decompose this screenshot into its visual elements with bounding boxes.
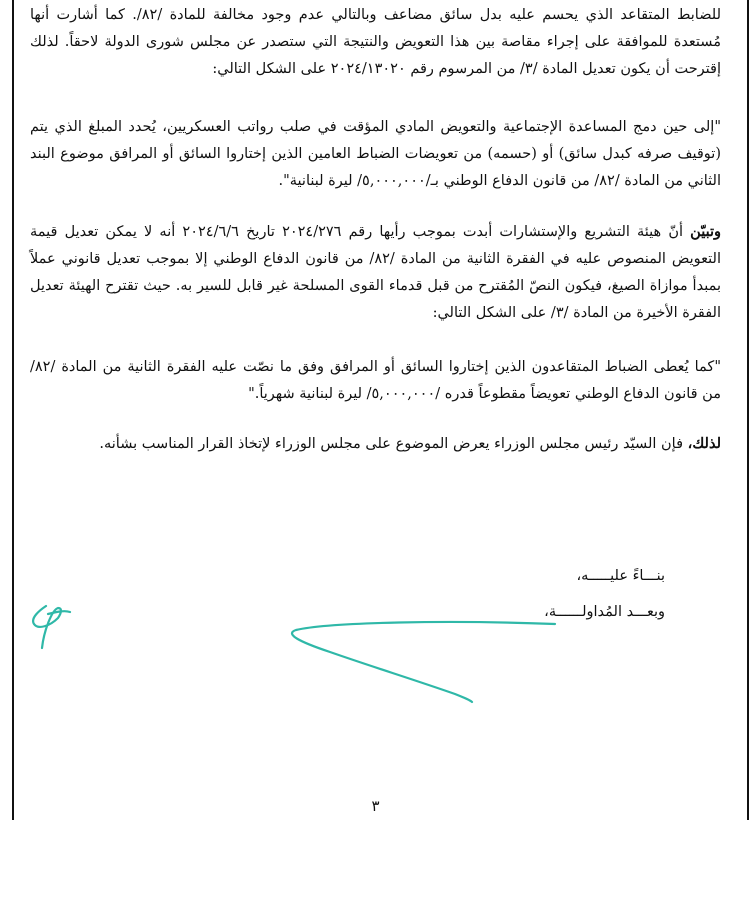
quote-1-text: "إلى حين دمج المساعدة الإجتماعية والتعويض المادي المؤقت في صلب رواتب العسكريين، يُحدد المبلغ الذي يتم (توقيف صرفه كبدل سائق) أو (حسمه) من تعويضات الضباط العامين الذين إختاروا السائق أو المرافق موضوع البند الثاني من المادة /٨٢/ من قانون الدفاع الوطني بـ/٥,٠٠٠,٠٠٠/ ليرة لبنانية". [30, 119, 721, 189]
conclusion-text: فإن السيّد رئيس مجلس الوزراء يعرض الموضوع على مجلس الوزراء لإتخاذ القرار المناسب بشأنه. [99, 436, 688, 452]
body-2-lead: وتبيّن [690, 223, 721, 240]
signature-stroke-long [292, 622, 555, 702]
body-2-text: أنّ هيئة التشريع والإستشارات أبدت بموجب رأيها رقم ٢٠٢٤/٢٧٦ تاريخ ٢٠٢٤/٦/٦ أنه لا يمكن تعديل قيمة التعويض المنصوص عليه في الفقرة الثانية من المادة /٨٢/ من قانون الدفاع الوطني إلا بموجب تعديل قانوني عملاً بمبدأ موازاة الصيغ، فيكون النصّ المُقترح من قبل قدماء القوى المسلحة غير قابل للسير به. حيث تقترح الهيئة تعديل الفقرة الأخيرة من المادة /٣/ على الشكل التالي: [30, 224, 721, 321]
closing-line-2: وبعـــد المُداولــــــة، [544, 604, 665, 620]
closing-line-1: بنـــاءً عليـــــه، [576, 568, 665, 584]
signature-stroke-mark [33, 606, 70, 648]
page-number: ٣ [371, 797, 380, 815]
conclusion-lead: لذلك، [687, 435, 721, 452]
intro-text: للضابط المتقاعد الذي يحسم عليه بدل سائق مضاعف وبالتالي عدم وجود مخالفة للمادة /٨٢/. كما أشارت أنها مُستعدة للموافقة على إجراء مقاصة بين هذا التعويض والنتيجة التي ستصدر عن مجلس شورى الدولة لاحقاً. لذلك إقترحت أن يكون تعديل المادة /٣/ من المرسوم رقم ٢٠٢٤/١٣٠٢٠ على الشكل التالي: [30, 7, 721, 77]
quote-2-text: "كما يُعطى الضباط المتقاعدون الذين إختاروا السائق أو المرافق وفق ما نصّت عليه الفقرة الثانية من المادة /٨٢/ من قانون الدفاع الوطني تعويضاً مقطوعاً قدره /٥,٠٠٠,٠٠٠/ ليرة لبنانية شهرياً." [30, 359, 721, 402]
